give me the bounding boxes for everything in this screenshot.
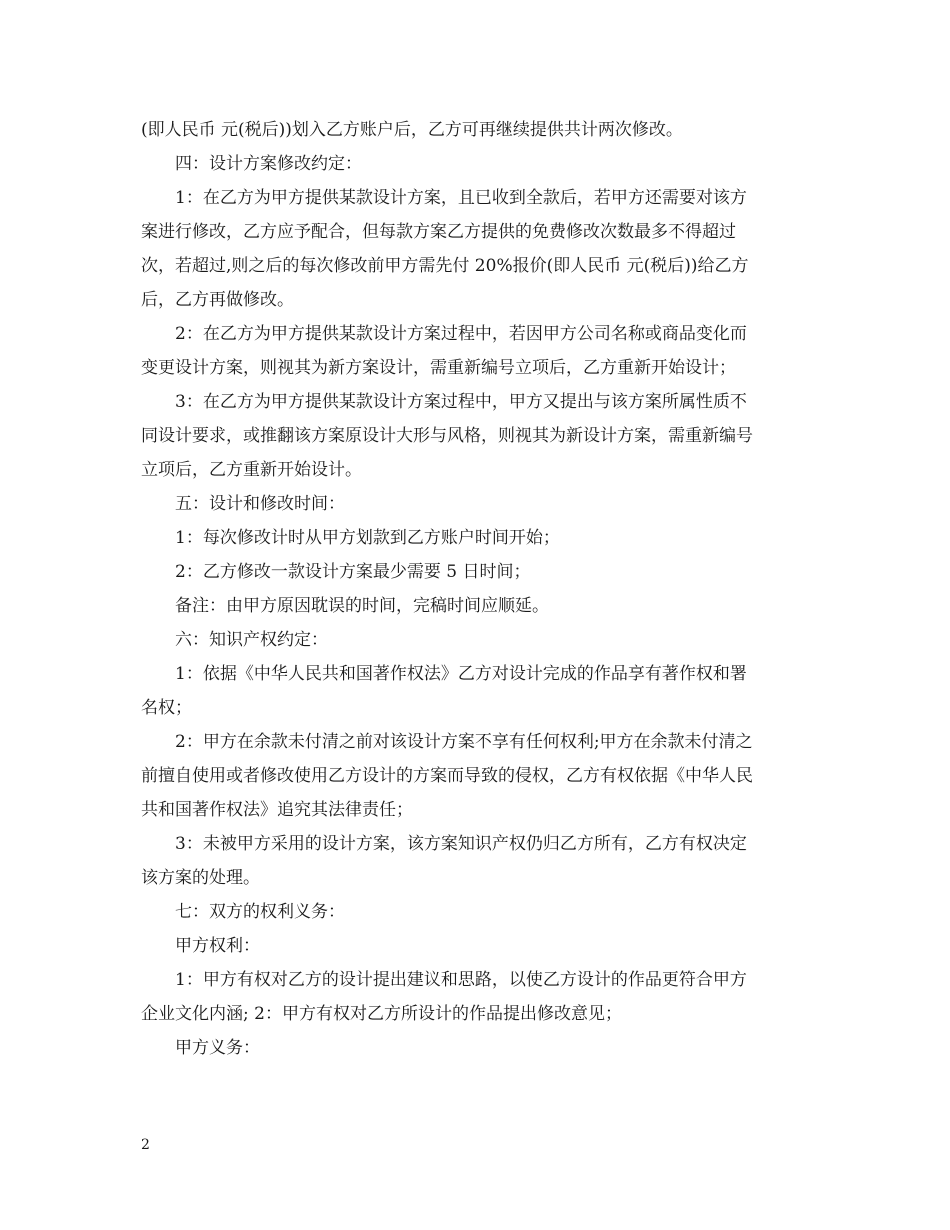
page-number: 2: [141, 1137, 150, 1153]
text-line: 变更设计方案，则视其为新方案设计，需重新编号立项后，乙方重新开始设计；: [141, 358, 736, 378]
text-line: 1：依据《中华人民共和国著作权法》乙方对设计完成的作品享有著作权和署: [175, 664, 747, 684]
text-line: 1：甲方有权对乙方的设计提出建议和思路，以使乙方设计的作品更符合甲方: [175, 970, 747, 990]
text-line: (即人民币 元(税后))划入乙方账户后，乙方可再继续提供共计两次修改。: [141, 120, 683, 140]
text-line: 3：未被甲方采用的设计方案，该方案知识产权仍归乙方所有，乙方有权决定: [175, 834, 747, 854]
section-heading: 六：知识产权约定：: [175, 630, 328, 650]
text-line: 2：乙方修改一款设计方案最少需要 5 日时间；: [175, 562, 531, 582]
text-line: 共和国著作权法》追究其法律责任；: [141, 800, 413, 820]
text-line: 备注：由甲方原因耽误的时间，完稿时间应顺延。: [175, 596, 549, 616]
text-line: 后，乙方再做修改。: [141, 290, 294, 310]
section-heading: 五：设计和修改时间：: [175, 494, 345, 514]
section-heading: 四：设计方案修改约定：: [175, 154, 362, 174]
text-line: 次，若超过,则之后的每次修改前甲方需先付 20%报价(即人民币 元(税后))给乙方: [141, 256, 749, 276]
text-line: 2：甲方在余款未付清之前对该设计方案不享有任何权利;甲方在余款未付清之: [175, 732, 753, 752]
text-line: 前擅自使用或者修改使用乙方设计的方案而导致的侵权，乙方有权依据《中华人民: [141, 766, 753, 786]
text-line: 1：每次修改计时从甲方划款到乙方账户时间开始；: [175, 528, 560, 548]
text-line: 立项后，乙方重新开始设计。: [141, 460, 362, 480]
subheading: 甲方义务：: [175, 1038, 260, 1058]
subheading: 甲方权利：: [175, 936, 260, 956]
text-line: 2：在乙方为甲方提供某款设计方案过程中，若因甲方公司名称或商品变化而: [175, 324, 747, 344]
text-line: 案进行修改，乙方应予配合，但每款方案乙方提供的免费修改次数最多不得超过: [141, 222, 736, 242]
section-heading: 七：双方的权利义务：: [175, 902, 345, 922]
text-line: 1：在乙方为甲方提供某款设计方案，且已收到全款后，若甲方还需要对该方: [175, 188, 747, 208]
document-body: [141, 113, 811, 1065]
text-line: 企业文化内涵; 2：甲方有权对乙方所设计的作品提出修改意见；: [141, 1004, 622, 1024]
text-line: 该方案的处理。: [141, 868, 260, 888]
text-line: 名权；: [141, 698, 192, 718]
text-line: 同设计要求，或推翻该方案原设计大形与风格，则视其为新设计方案，需重新编号: [141, 426, 753, 446]
text-line: 3：在乙方为甲方提供某款设计方案过程中，甲方又提出与该方案所属性质不: [175, 392, 747, 412]
